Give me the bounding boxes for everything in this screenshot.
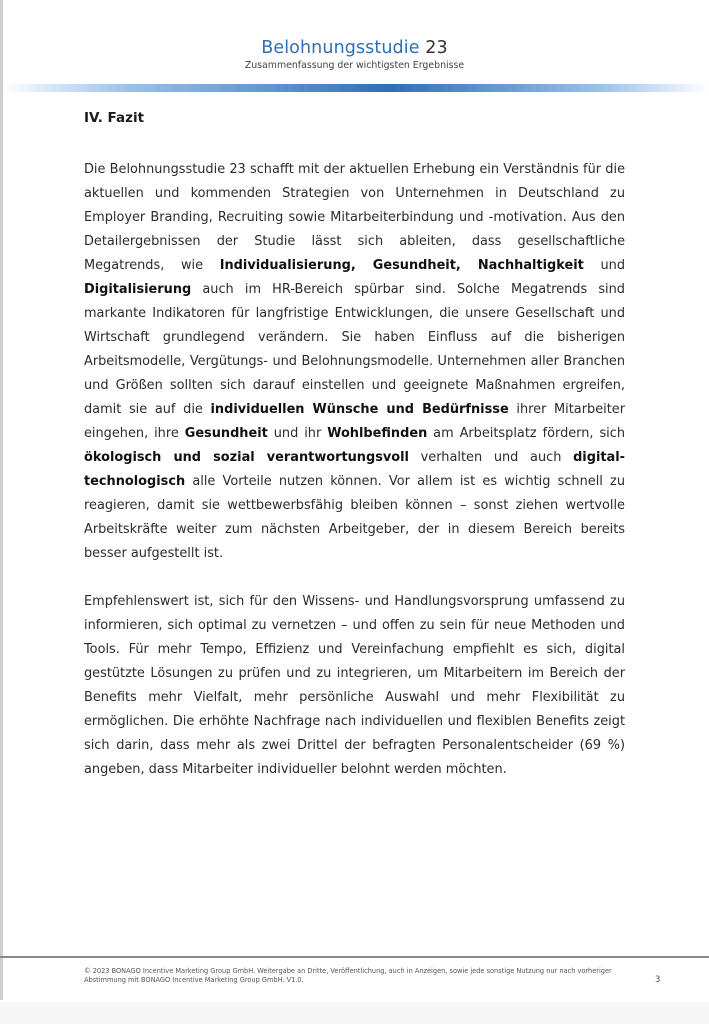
p1-text-2: und (583, 258, 626, 273)
page-number: 3 (655, 975, 661, 985)
p1-text-4: ihrer Mitarbeiter eingehen, ihre (84, 402, 625, 441)
section-heading: IV. Fazit (84, 110, 145, 126)
p1-bold-1: Individualisierung, Gesundheit, Nachhaltigkeit (219, 258, 584, 273)
p1-text-7: verhalten und auch (408, 450, 574, 465)
document-subtitle: Zusammenfassung der wichtigsten Ergebnisse (244, 60, 465, 71)
paragraph-2: Empfehlenswert ist, sich für den Wissens- und Handlungsvorsprung umfassend zu informieren, sich optimal zu vernetzen – und offen zu sein für neue Methoden und Tools. Für mehr Tempo, Effizienz und Vereinfachung empfiehlt es sich, digital gestützte Lösungen zu prüfen und zu integrieren, um Mitarbeitern im Bereich der Benefits mehr Vielfalt, mehr persönliche Auswahl und mehr Flexibilität zu ermöglichen. Die erhöhte Nachfrage nach individuellen und flexiblen Benefits zeigt sich darin, dass mehr als zwei Drittel der befragten Personalentscheider (69 %) angeben, dass Mitarbeiter individueller belohnt werden möchten. (84, 594, 625, 777)
p1-text-5: und ihr (267, 426, 328, 441)
page-edge (0, 0, 3, 1000)
p1-bold-7: digital-technologisch (84, 450, 625, 489)
p1-bold-2: Digitalisierung (84, 282, 192, 297)
footer-copyright: © 2023 BONAGO Incentive Marketing Group GmbH. Weitergabe an Dritte, Veröffentlichung, auch in Anzeigen, sowie jede sonstige Nutzung nur nach vorheriger Abstimmung mit BONAGO Incentive Marketing Group GmbH. V1.0. (84, 967, 612, 984)
title-number: 23 (425, 38, 448, 58)
p1-text-6: am Arbeitsplatz fördern, sich (427, 426, 626, 441)
page-header (0, 38, 709, 71)
p1-text-3: auch im HR-Bereich spürbar sind. Solche Megatrends sind markante Indikatoren für langfristige Entwicklungen, die unsere Gesellschaft und Wirtschaft grundlegend verändern. Sie haben Einfluss auf die bisherigen Arbeitsmodelle, Vergütungs- und Belohnungsmodelle. Unternehmen aller Branchen und Größen sollten sich darauf einstellen und geeignete Maßnahmen ergreifen, damit sie auf die (84, 282, 625, 417)
p1-text-8: alle Vorteile nutzen können. Vor allem ist es wichtig schnell zu reagieren, damit sie wettbewerbsfähig bleiben können – sonst ziehen wertvolle Arbeitskräfte weiter zum nächsten Arbeitgeber, der in diesem Bereich bereits besser aufgestellt ist. (84, 474, 625, 561)
document-title (0, 38, 709, 58)
p1-bold-6: ökologisch und sozial verantwortungsvoll (84, 450, 409, 465)
p1-bold-4: Gesundheit (184, 426, 268, 441)
p1-text-1: Die Belohnungsstudie 23 schafft mit der aktuellen Erhebung ein Verständnis für die aktuellen und kommenden Strategien von Unternehmen in Deutschland zu Employer Branding, Recruiting sowie Mitarbeiterbindung und -motivation. Aus den Detailergebnissen der Studie lässt sich ableiten, dass gesellschaftliche Megatrends, wie (84, 162, 625, 273)
paragraph-1 (84, 158, 625, 566)
page-gap (0, 1002, 709, 1024)
title-text: Belohnungsstudie (261, 38, 420, 58)
p1-bold-5: Wohlbefinden (327, 426, 428, 441)
p1-bold-3: individuellen Wünsche und Bedürfnisse (210, 402, 509, 417)
header-gradient-bar (0, 84, 709, 92)
footer-divider (0, 956, 709, 958)
body-text (84, 158, 625, 806)
